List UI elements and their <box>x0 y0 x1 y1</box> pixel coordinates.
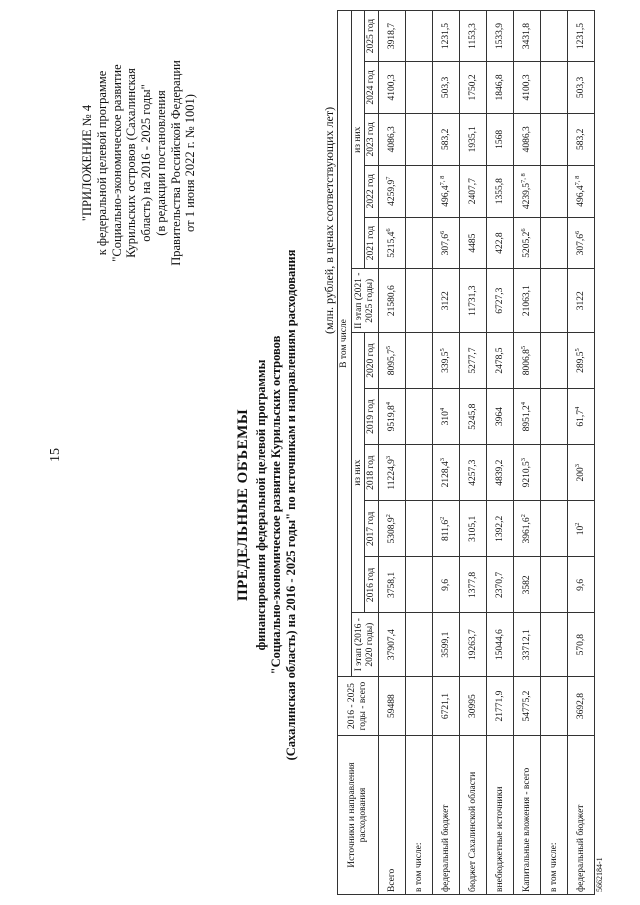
cell-value: 1750,2 <box>467 74 478 101</box>
header-stage2: II этап (2021 - 2025 годы) <box>351 269 378 333</box>
value-cell <box>432 445 459 501</box>
value-cell <box>459 113 486 165</box>
header-total: 2016 - 2025 годы - всего <box>338 676 379 735</box>
value-cell <box>567 62 594 114</box>
cell-value: 3964 <box>494 407 505 427</box>
footnote-mark: 7, 8 <box>573 175 581 186</box>
value-cell <box>378 445 405 501</box>
cell-value: 4086,3 <box>386 126 397 153</box>
empty-cell <box>540 269 567 333</box>
cell-value: 3122 <box>440 291 451 311</box>
cell-value: 6721,1 <box>440 693 451 720</box>
header-year: 2022 год <box>365 165 379 217</box>
value-cell <box>459 445 486 501</box>
cell-value: 200 <box>575 467 586 482</box>
value-cell <box>459 613 486 677</box>
table-row <box>513 11 540 895</box>
cell-value: 9519,8 <box>386 405 397 432</box>
header-of-them-1: из них <box>351 332 365 612</box>
value-cell <box>486 389 513 445</box>
cell-value: 583,2 <box>575 128 586 151</box>
footnote-mark: 3 <box>438 458 446 462</box>
empty-cell <box>405 165 432 217</box>
cell-value: 5205,2 <box>521 231 532 258</box>
footnote-mark: 6 <box>438 230 446 234</box>
empty-cell <box>405 676 432 735</box>
cell-value: 1846,8 <box>494 74 505 101</box>
empty-cell <box>540 62 567 114</box>
cell-value: 3122 <box>575 291 586 311</box>
cell-value: 4239,5 <box>521 183 532 210</box>
cell-value: 3431,8 <box>521 22 532 50</box>
value-cell <box>459 557 486 613</box>
value-cell <box>432 613 459 677</box>
value-cell <box>432 389 459 445</box>
funding-table <box>337 10 595 895</box>
value-cell <box>486 445 513 501</box>
footnote-mark: 2 <box>384 514 392 518</box>
header-source: Источники и направления расходования <box>338 736 379 895</box>
footnote-mark: 3 <box>519 458 527 462</box>
appendix-line: (в редакции постановления <box>153 90 168 236</box>
footnote-mark: 6 <box>519 228 527 232</box>
cell-value: 9,6 <box>575 578 586 591</box>
cell-value: 37907,4 <box>386 629 397 661</box>
row-label: федеральный бюджет <box>567 736 594 895</box>
appendix-header <box>80 38 198 288</box>
value-cell <box>378 332 405 388</box>
value-cell <box>432 676 459 735</box>
title-heading: ПРЕДЕЛЬНЫЕ ОБЪЕМЫ <box>235 408 251 602</box>
cell-value: 339,5 <box>440 351 451 373</box>
empty-cell <box>405 62 432 114</box>
value-cell <box>567 676 594 735</box>
value-cell <box>513 165 540 217</box>
value-cell <box>432 501 459 557</box>
value-cell <box>486 501 513 557</box>
cell-value: 307,6 <box>575 234 586 256</box>
header-year: 2017 год <box>365 501 379 557</box>
footnote-mark: 7, 8 <box>438 175 446 186</box>
cell-value: 61,7 <box>575 409 586 427</box>
table-row <box>486 11 513 895</box>
cell-value: 2407,7 <box>467 178 478 205</box>
row-label: в том числе: <box>540 736 567 895</box>
empty-cell <box>540 613 567 677</box>
value-cell <box>459 62 486 114</box>
cell-value: 9,6 <box>440 578 451 591</box>
cell-value: 6727,3 <box>494 287 505 314</box>
empty-cell <box>540 557 567 613</box>
header-stage1: I этап (2016 - 2020 годы) <box>351 613 378 677</box>
empty-cell <box>405 332 432 388</box>
value-cell <box>513 113 540 165</box>
value-cell <box>513 445 540 501</box>
value-cell <box>486 269 513 333</box>
empty-cell <box>405 217 432 269</box>
cell-value: 289,5 <box>575 351 586 373</box>
document-title <box>232 105 299 905</box>
cell-value: 4257,3 <box>467 459 478 486</box>
header-year: 2021 год <box>365 217 379 269</box>
appendix-line: Правительства Российской Федерации <box>168 60 183 266</box>
value-cell <box>432 217 459 269</box>
footnote-mark: 3 <box>573 463 581 468</box>
cell-value: 583,2 <box>440 128 451 151</box>
title-line: финансирования федеральной целевой программы <box>254 359 268 651</box>
document-code: 5662184-1 <box>595 857 604 892</box>
cell-value: 59488 <box>386 694 397 718</box>
empty-cell <box>540 113 567 165</box>
footnote-mark: 5 <box>573 348 581 352</box>
value-cell <box>486 613 513 677</box>
title-line: "Социально-экономическое развитие Курильских островов <box>269 335 283 675</box>
value-cell <box>432 113 459 165</box>
value-cell <box>378 165 405 217</box>
value-cell <box>513 389 540 445</box>
value-cell <box>513 501 540 557</box>
value-cell <box>513 269 540 333</box>
cell-value: 2128,4 <box>440 461 451 488</box>
empty-cell <box>405 613 432 677</box>
value-cell <box>567 332 594 388</box>
value-cell <box>567 389 594 445</box>
value-cell <box>567 557 594 613</box>
value-cell <box>486 11 513 62</box>
cell-value: 54775,2 <box>521 690 532 722</box>
value-cell <box>378 269 405 333</box>
cell-value: 11224,9 <box>386 459 397 490</box>
value-cell <box>378 217 405 269</box>
empty-cell <box>540 501 567 557</box>
value-cell <box>567 445 594 501</box>
cell-value: 3758,1 <box>386 571 397 598</box>
value-cell <box>459 332 486 388</box>
row-label: федеральный бюджет <box>432 736 459 895</box>
appendix-line: к федеральной целевой программе <box>94 70 109 256</box>
footnote-mark: 3 <box>384 455 392 460</box>
cell-value: 307,6 <box>440 234 451 256</box>
header-year: 2020 год <box>365 332 379 388</box>
cell-value: 1231,5 <box>575 22 586 50</box>
value-cell <box>378 501 405 557</box>
cell-value: 21580,6 <box>386 285 397 317</box>
footnote-mark: 2 <box>573 522 581 526</box>
cell-value: 5308,9 <box>386 517 397 544</box>
cell-value: 21063,1 <box>521 285 532 317</box>
cell-value: 21771,9 <box>494 690 505 722</box>
header-year: 2025 год <box>365 11 379 62</box>
value-cell <box>459 269 486 333</box>
cell-value: 5245,8 <box>467 403 478 430</box>
footnote-mark: 7 <box>384 176 392 180</box>
empty-cell <box>540 676 567 735</box>
cell-value: 1377,8 <box>467 571 478 598</box>
appendix-line: область) на 2016 - 2025 годы" <box>139 84 153 242</box>
value-cell <box>486 217 513 269</box>
value-cell <box>432 11 459 62</box>
cell-value: 1355,8 <box>494 178 505 205</box>
cell-value: 1568 <box>494 129 505 149</box>
table-row <box>432 11 459 895</box>
appendix-line: от 1 июня 2022 г. № 1001) <box>183 94 198 232</box>
cell-value: 2370,7 <box>494 571 505 598</box>
appendix-line: Курильских островов (Сахалинская <box>124 68 139 258</box>
table-subheading-row <box>540 11 567 895</box>
value-cell <box>378 613 405 677</box>
value-cell <box>513 217 540 269</box>
table-row <box>567 11 594 895</box>
value-cell <box>459 11 486 62</box>
cell-value: 5215,4 <box>386 231 397 258</box>
cell-value: 1935,1 <box>467 126 478 153</box>
value-cell <box>513 332 540 388</box>
empty-cell <box>405 11 432 62</box>
empty-cell <box>540 11 567 62</box>
cell-value: 4839,2 <box>494 459 505 486</box>
empty-cell <box>405 501 432 557</box>
cell-value: 33712,1 <box>521 629 532 661</box>
header-of-them-2: из них <box>351 11 365 269</box>
table-body <box>378 11 594 895</box>
value-cell <box>378 389 405 445</box>
footnote-mark: 4 <box>573 406 581 410</box>
appendix-line: "Социально-экономическое развитие <box>109 64 124 262</box>
row-label: Капитальные вложения - всего <box>513 736 540 895</box>
value-cell <box>378 676 405 735</box>
header-year: 2019 год <box>365 389 379 445</box>
empty-cell <box>540 389 567 445</box>
value-cell <box>513 676 540 735</box>
footnote-mark: 6 <box>573 230 581 234</box>
cell-value: 4100,3 <box>521 74 532 101</box>
cell-value: 3961,6 <box>521 517 532 544</box>
cell-value: 1533,9 <box>494 22 505 50</box>
value-cell <box>513 557 540 613</box>
cell-value: 570,8 <box>575 634 586 656</box>
footnote-mark: 4 <box>519 401 527 406</box>
header-year: 2016 год <box>365 557 379 613</box>
footnote-mark: 4 <box>384 401 392 406</box>
cell-value: 4259,9 <box>386 179 397 206</box>
cell-value: 503,3 <box>440 76 451 99</box>
value-cell <box>486 62 513 114</box>
footnote-mark: 2 <box>519 514 527 518</box>
table-subheading-row <box>405 11 432 895</box>
empty-cell <box>405 269 432 333</box>
value-cell <box>459 676 486 735</box>
title-line: (Сахалинская область) на 2016 - 2025 годы" по источникам и направлениям расходования <box>284 249 298 761</box>
empty-cell <box>405 113 432 165</box>
cell-value: 310 <box>440 411 451 426</box>
cell-value: 4086,3 <box>521 126 532 153</box>
cell-value: 496,4 <box>575 185 586 207</box>
footnote-mark: 2 <box>438 516 446 520</box>
value-cell <box>567 613 594 677</box>
cell-value: 3692,8 <box>575 693 586 720</box>
value-cell <box>459 165 486 217</box>
cell-value: 3918,7 <box>386 22 397 50</box>
header-year: 2018 год <box>365 445 379 501</box>
cell-value: 1153,3 <box>467 23 478 49</box>
value-cell <box>486 676 513 735</box>
cell-value: 496,4 <box>440 185 451 207</box>
value-cell <box>513 613 540 677</box>
value-cell <box>486 557 513 613</box>
empty-cell <box>540 445 567 501</box>
footnote-mark: 5 <box>438 348 446 352</box>
page-number: 15 <box>48 448 63 462</box>
appendix-line: "ПРИЛОЖЕНИЕ № 4 <box>80 104 94 222</box>
table-row <box>459 11 486 895</box>
value-cell <box>567 269 594 333</box>
value-cell <box>567 11 594 62</box>
value-cell <box>378 113 405 165</box>
cell-value: 11731,3 <box>467 285 478 316</box>
cell-value: 8095,7 <box>386 349 397 376</box>
value-cell <box>432 269 459 333</box>
cell-value: 8951,2 <box>521 405 532 432</box>
value-cell <box>567 501 594 557</box>
cell-value: 2478,5 <box>494 347 505 374</box>
footnote-mark: 6 <box>384 228 392 232</box>
footnote-mark: 4 <box>438 407 446 412</box>
cell-value: 422,8 <box>494 232 505 254</box>
empty-cell <box>540 217 567 269</box>
value-cell <box>378 11 405 62</box>
row-label: в том числе: <box>405 736 432 895</box>
value-cell <box>459 217 486 269</box>
value-cell <box>567 217 594 269</box>
value-cell <box>432 165 459 217</box>
row-label: бюджет Сахалинской области <box>459 736 486 895</box>
cell-value: 10 <box>575 525 586 536</box>
cell-value: 5277,7 <box>467 347 478 374</box>
value-cell <box>432 62 459 114</box>
cell-value: 4485 <box>467 233 478 253</box>
footnote-mark: 5 <box>519 345 527 350</box>
value-cell <box>432 557 459 613</box>
value-cell <box>513 11 540 62</box>
value-cell <box>486 332 513 388</box>
empty-cell <box>540 332 567 388</box>
cell-value: 1231,5 <box>440 22 451 50</box>
value-cell <box>486 113 513 165</box>
cell-value: 3599,1 <box>440 631 451 658</box>
value-cell <box>459 501 486 557</box>
empty-cell <box>405 557 432 613</box>
footnote-mark: 7, 8 <box>519 173 527 184</box>
empty-cell <box>540 165 567 217</box>
value-cell <box>459 389 486 445</box>
cell-value: 9210,5 <box>521 461 532 488</box>
cell-value: 8006,8 <box>521 349 532 376</box>
cell-value: 15044,6 <box>494 629 505 661</box>
empty-cell <box>405 445 432 501</box>
value-cell <box>567 113 594 165</box>
table-row <box>378 11 405 895</box>
unit-note: (млн. рублей, в ценах соответствующих лет) <box>322 106 336 334</box>
cell-value: 30995 <box>467 694 478 718</box>
header-year: 2023 год <box>365 113 379 165</box>
value-cell <box>432 332 459 388</box>
row-label: внебюджетные источники <box>486 736 513 895</box>
header-in-that-number: В том числе <box>338 11 352 677</box>
cell-value: 19263,7 <box>467 629 478 661</box>
cell-value: 4100,3 <box>386 74 397 101</box>
footnote-mark: 5 <box>384 345 392 350</box>
row-label: Всего <box>378 736 405 895</box>
cell-value: 3582 <box>521 575 532 595</box>
value-cell <box>486 165 513 217</box>
value-cell <box>513 62 540 114</box>
cell-value: 3105,1 <box>467 515 478 542</box>
value-cell <box>378 557 405 613</box>
cell-value: 811,6 <box>440 519 451 541</box>
cell-value: 503,3 <box>575 76 586 99</box>
value-cell <box>378 62 405 114</box>
value-cell <box>567 165 594 217</box>
cell-value: 1392,2 <box>494 515 505 542</box>
empty-cell <box>405 389 432 445</box>
funding-table-wrapper <box>337 10 595 895</box>
header-year: 2024 год <box>365 62 379 114</box>
